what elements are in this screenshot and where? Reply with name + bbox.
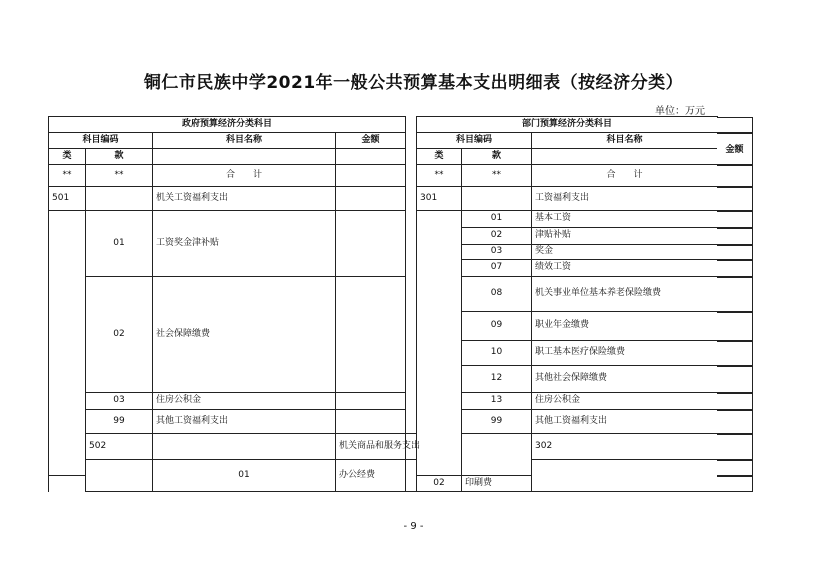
subheader-row <box>49 149 718 165</box>
table-row: 01 办公经费 <box>49 460 718 476</box>
left-code-header: 科目编码 <box>49 133 153 149</box>
group-header-row <box>49 117 718 133</box>
right-cat-header: 类 <box>417 149 462 165</box>
right-amount-header: 金额 <box>717 133 753 165</box>
table-row: 02 津贴补贴 <box>49 228 718 245</box>
right-name-header: 科目名称 <box>532 133 718 149</box>
total-row: ** ** 合 计 ** ** 合 计 <box>49 165 718 187</box>
table-row: 12 其他社会保障缴费 <box>49 366 718 393</box>
left-item-header: 款 <box>86 149 153 165</box>
table-row: 09 职业年金缴费 <box>49 312 718 341</box>
table-row: 99 其他工资福利支出 99 其他工资福利支出 <box>49 410 718 434</box>
right-code-header: 科目编码 <box>417 133 532 149</box>
table-row: 501 机关工资福利支出 301 工资福利支出 <box>49 187 718 211</box>
budget-table <box>48 116 718 492</box>
right-item-header: 款 <box>462 149 532 165</box>
total-label: 合 计 <box>153 165 336 187</box>
right-group-header: 部门预算经济分类科目 <box>417 117 718 133</box>
column-header-row <box>49 133 718 149</box>
table-row: 03 奖金 <box>49 245 718 260</box>
table-row: 502 机关商品和服务支出 302 <box>49 434 718 460</box>
page-title: 铜仁市民族中学2021年一般公共预算基本支出明细表（按经济分类） <box>143 73 684 93</box>
left-amount-header: 金额 <box>336 133 406 149</box>
table-row: 02 印刷费 <box>49 476 718 492</box>
table-row: 02 社会保障缴费 08 机关事业单位基本养老保险缴费 <box>49 277 718 312</box>
total-label-right: 合 计 <box>532 165 718 187</box>
table-row: 03 住房公积金 13 住房公积金 <box>49 393 718 410</box>
table-row: 07 绩效工资 <box>49 260 718 277</box>
left-group-header: 政府预算经济分类科目 <box>49 117 406 133</box>
left-name-header: 科目名称 <box>153 133 336 149</box>
unit-label: 单位：万元 <box>655 106 705 117</box>
table-row: 10 职工基本医疗保险缴费 <box>49 341 718 366</box>
table-row: 01 工资奖金津补贴 01 基本工资 <box>49 211 718 228</box>
page-number: - 9 - <box>403 521 424 532</box>
left-cat-header: 类 <box>49 149 86 165</box>
